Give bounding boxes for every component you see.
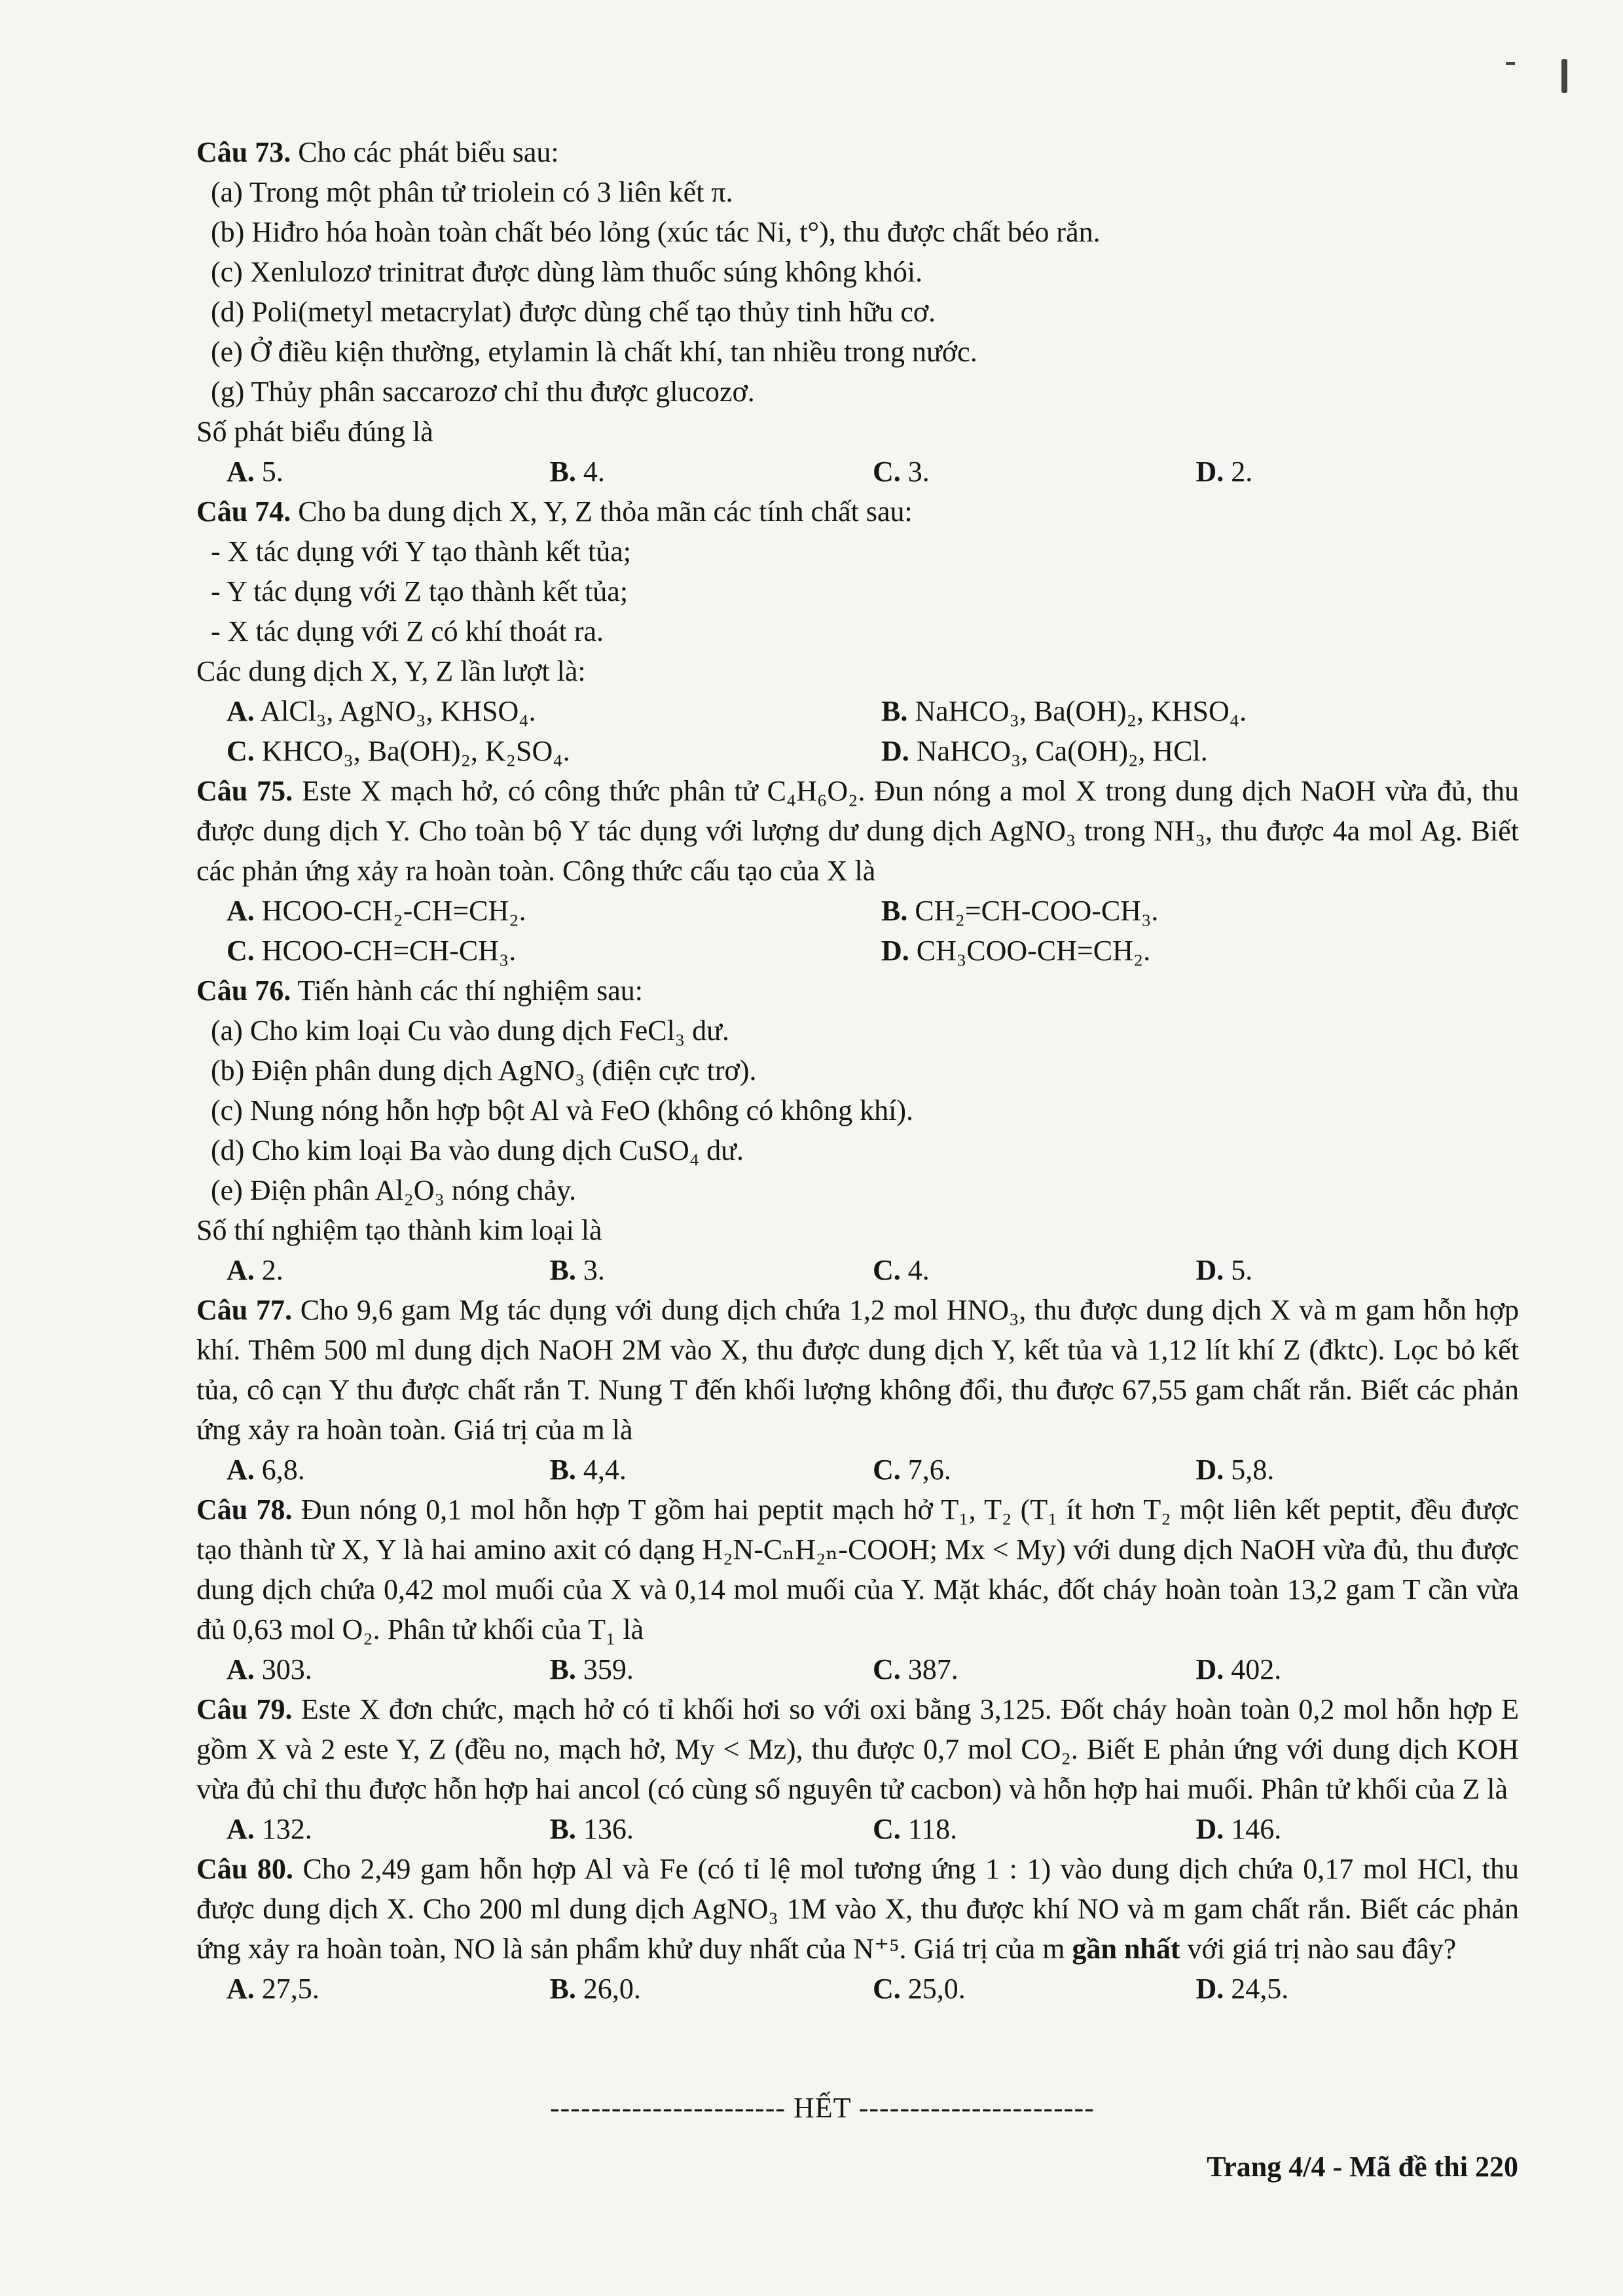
option-text: 5. bbox=[1231, 1254, 1253, 1286]
statement: (c) Xenlulozơ trinitrat được dùng làm thuốc súng không khói. bbox=[211, 256, 923, 288]
option-c[interactable] bbox=[227, 931, 881, 971]
option-text: HCOO-CH₂-CH=CH₂. bbox=[261, 895, 526, 927]
option-c[interactable] bbox=[873, 452, 1196, 492]
option-text: 24,5. bbox=[1231, 1973, 1289, 2005]
option-label: D. bbox=[881, 735, 909, 767]
option-text: CH₂=CH-COO-CH₃. bbox=[915, 895, 1159, 927]
option-label: A. bbox=[227, 895, 255, 927]
statement: (e) Điện phân Al₂O₃ nóng chảy. bbox=[211, 1174, 577, 1206]
option-text: 3. bbox=[583, 1254, 605, 1286]
statement: (b) Điện phân dung dịch AgNO₃ (điện cực trơ). bbox=[211, 1054, 757, 1086]
option-label: A. bbox=[227, 1973, 255, 2005]
option-a[interactable] bbox=[227, 452, 550, 492]
option-text: 25,0. bbox=[907, 1973, 966, 2005]
option-text: 27,5. bbox=[261, 1973, 319, 2005]
question-stem: Cho ba dung dịch X, Y, Z thỏa mãn các tính chất sau: bbox=[298, 495, 913, 528]
statement: - X tác dụng với Z có khí thoát ra. bbox=[211, 615, 604, 647]
option-c[interactable] bbox=[873, 1450, 1196, 1490]
option-c[interactable] bbox=[873, 1809, 1196, 1849]
option-c[interactable] bbox=[227, 731, 881, 771]
question-stem-tail: với giá trị nào sau đây? bbox=[1187, 1933, 1457, 1965]
question-stem: Este X mạch hở, có công thức phân tử C₄H₆O₂. Đun nóng a mol X trong dung dịch NaOH vừa đủ, thu được dung dịch Y. Cho toàn bộ Y tác dụng với lượng dư dung dịch AgNO₃ trong NH₃, thu được 4a mol Ag. Biết các phản ứng xảy ra hoàn toàn. Công thức cấu tạo của X là bbox=[196, 775, 1520, 887]
option-label: A. bbox=[227, 1813, 255, 1845]
option-text: 2. bbox=[261, 1254, 283, 1286]
option-text: CH₃COO-CH=CH₂. bbox=[916, 935, 1151, 967]
option-text: 5. bbox=[261, 456, 283, 488]
option-text: 5,8. bbox=[1231, 1454, 1275, 1486]
option-a[interactable] bbox=[227, 1649, 550, 1689]
question-heading bbox=[196, 132, 1519, 172]
option-text: 4. bbox=[583, 456, 605, 488]
option-a[interactable] bbox=[227, 691, 881, 731]
option-label: C. bbox=[873, 1653, 901, 1685]
page-number: Trang 4/4 - Mã đề thi 220 bbox=[1207, 2151, 1518, 2183]
answer-options bbox=[196, 1450, 1519, 1490]
question-heading bbox=[196, 1290, 1519, 1450]
option-text: 3. bbox=[907, 456, 930, 488]
option-label: D. bbox=[881, 935, 909, 967]
option-c[interactable] bbox=[873, 1649, 1196, 1689]
option-label: B. bbox=[549, 1653, 576, 1685]
option-a[interactable] bbox=[227, 1250, 550, 1290]
option-label: A. bbox=[227, 1653, 255, 1685]
option-text: 132. bbox=[261, 1813, 312, 1845]
question-80 bbox=[196, 1849, 1519, 2009]
answer-options bbox=[196, 891, 1519, 931]
question-number: Câu 80. bbox=[196, 1853, 293, 1885]
option-a[interactable] bbox=[227, 1969, 550, 2009]
option-d[interactable] bbox=[1196, 1809, 1520, 1849]
option-b[interactable] bbox=[550, 1969, 873, 2009]
option-label: C. bbox=[873, 1813, 901, 1845]
option-label: B. bbox=[549, 1254, 576, 1286]
question-stem: Cho các phát biểu sau: bbox=[298, 136, 559, 168]
option-c[interactable] bbox=[873, 1250, 1196, 1290]
option-a[interactable] bbox=[227, 1809, 550, 1849]
option-label: D. bbox=[1195, 1973, 1224, 2005]
option-b[interactable] bbox=[881, 891, 1158, 931]
option-text: 7,6. bbox=[907, 1454, 951, 1486]
option-b[interactable] bbox=[550, 1450, 873, 1490]
question-emphasis: gần nhất bbox=[1072, 1933, 1180, 1965]
option-label: C. bbox=[873, 456, 901, 488]
question-stem: Tiến hành các thí nghiệm sau: bbox=[297, 975, 643, 1007]
answer-options bbox=[196, 452, 1519, 492]
question-ask: Số phát biểu đúng là bbox=[196, 416, 433, 448]
option-c[interactable] bbox=[873, 1969, 1196, 2009]
question-number: Câu 75. bbox=[196, 775, 293, 807]
answer-options bbox=[196, 931, 1519, 971]
answer-options bbox=[196, 1250, 1519, 1290]
statement: (d) Poli(metyl metacrylat) được dùng chế tạo thủy tinh hữu cơ. bbox=[211, 296, 936, 328]
answer-options bbox=[196, 1649, 1519, 1689]
option-b[interactable] bbox=[881, 691, 1247, 731]
option-label: C. bbox=[227, 735, 255, 767]
option-d[interactable] bbox=[1196, 1450, 1520, 1490]
question-number: Câu 77. bbox=[196, 1294, 292, 1326]
question-74 bbox=[196, 492, 1519, 771]
option-text: KHCO₃, Ba(OH)₂, K₂SO₄. bbox=[261, 735, 570, 767]
question-heading bbox=[196, 971, 1519, 1011]
option-d[interactable] bbox=[881, 931, 1150, 971]
option-label: D. bbox=[1195, 1813, 1224, 1845]
option-label: C. bbox=[873, 1254, 901, 1286]
question-75 bbox=[196, 771, 1519, 971]
question-heading bbox=[196, 1849, 1519, 1969]
option-label: D. bbox=[1195, 456, 1224, 488]
scan-mark bbox=[1506, 62, 1515, 65]
option-b[interactable] bbox=[550, 1250, 873, 1290]
option-text: 6,8. bbox=[261, 1454, 305, 1486]
option-label: C. bbox=[227, 935, 255, 967]
question-stem: Este X đơn chức, mạch hở có tỉ khối hơi so với oxi bằng 3,125. Đốt cháy hoàn toàn 0,2 mol hỗn hợp E gồm X và 2 este Y, Z (đều no, mạch hở, My < Mz), thu được 0,7 mol CO₂. Biết E phản ứng với dung dịch KOH vừa đủ chỉ thu được hỗn hợp hai ancol (có cùng số nguyên tử cacbon) và hỗn hợp hai muối. Phân tử khối của Z là bbox=[196, 1693, 1520, 1805]
option-text: NaHCO₃, Ca(OH)₂, HCl. bbox=[916, 735, 1208, 767]
question-ask: Số thí nghiệm tạo thành kim loại là bbox=[196, 1214, 602, 1246]
answer-options bbox=[196, 731, 1519, 771]
option-text: HCOO-CH=CH-CH₃. bbox=[261, 935, 517, 967]
scan-mark bbox=[1561, 59, 1567, 93]
question-heading bbox=[196, 771, 1519, 891]
option-label: B. bbox=[549, 1454, 576, 1486]
statement: (a) Trong một phân tử triolein có 3 liên kết π. bbox=[211, 176, 733, 208]
option-label: B. bbox=[549, 1973, 576, 2005]
option-text: 136. bbox=[583, 1813, 634, 1845]
exam-page bbox=[196, 132, 1519, 2009]
question-stem: Cho 2,49 gam hỗn hợp Al và Fe (có tỉ lệ mol tương ứng 1 : 1) vào dung dịch chứa 0,17 mol HCl, thu được dung dịch X. Cho 200 ml dung dịch AgNO₃ 1M vào X, thu được khí NO và m gam chất rắn. Biết các phản ứng xảy ra hoàn toàn, NO là sản phẩm khử duy nhất của N⁺⁵. Giá trị của m bbox=[196, 1853, 1520, 1965]
option-b[interactable] bbox=[550, 1649, 873, 1689]
option-d[interactable] bbox=[1196, 1649, 1520, 1689]
question-ask: Các dung dịch X, Y, Z lần lượt là: bbox=[196, 655, 586, 687]
option-label: B. bbox=[549, 1813, 576, 1845]
option-label: D. bbox=[1195, 1254, 1224, 1286]
statement: (c) Nung nóng hỗn hợp bột Al và FeO (không có không khí). bbox=[211, 1094, 914, 1126]
question-number: Câu 73. bbox=[196, 136, 291, 168]
question-number: Câu 78. bbox=[196, 1494, 293, 1526]
option-text: 359. bbox=[583, 1653, 634, 1685]
question-number: Câu 76. bbox=[196, 975, 291, 1007]
question-stem: Cho 9,6 gam Mg tác dụng với dung dịch chứa 1,2 mol HNO₃, thu được dung dịch X và m gam hỗn hợp khí. Thêm 500 ml dung dịch NaOH 2M vào X, thu được dung dịch Y, kết tủa và 1,12 lít khí Z (đktc). Lọc bỏ kết tủa, cô cạn Y thu được chất rắn T. Nung T đến khối lượng không đổi, thu được 67,55 gam chất rắn. Biết các phản ứng xảy ra hoàn toàn. Giá trị của m là bbox=[196, 1294, 1520, 1446]
answer-options bbox=[196, 1809, 1519, 1849]
option-label: D. bbox=[1195, 1653, 1224, 1685]
option-text: 2. bbox=[1231, 456, 1253, 488]
question-stem: Đun nóng 0,1 mol hỗn hợp T gồm hai peptit mạch hở T₁, T₂ (T₁ ít hơn T₂ một liên kết peptit, đều được tạo thành từ X, Y là hai amino axit có dạng H₂N-CₙH₂ₙ-COOH; Mx < My) với dung dịch NaOH vừa đủ, thu được dung dịch chứa 0,42 mol muối của X và 0,14 mol muối của Y. Mặt khác, đốt cháy hoàn toàn 13,2 gam T cần vừa đủ 0,63 mol O₂. Phân tử khối của T₁ là bbox=[196, 1494, 1520, 1645]
option-text: NaHCO₃, Ba(OH)₂, KHSO₄. bbox=[915, 695, 1247, 727]
option-label: A. bbox=[227, 695, 255, 727]
end-marker: ----------------------- HẾT ----------------------- bbox=[550, 2092, 1095, 2124]
option-text: 26,0. bbox=[583, 1973, 641, 2005]
option-text: 303. bbox=[261, 1653, 312, 1685]
option-label: B. bbox=[881, 895, 908, 927]
statement: (a) Cho kim loại Cu vào dung dịch FeCl₃ dư. bbox=[211, 1014, 729, 1047]
question-73 bbox=[196, 132, 1519, 492]
option-text: 118. bbox=[907, 1813, 958, 1845]
option-d[interactable] bbox=[1196, 452, 1520, 492]
question-78 bbox=[196, 1490, 1519, 1689]
option-d[interactable] bbox=[1196, 1250, 1520, 1290]
question-number: Câu 74. bbox=[196, 495, 291, 528]
statement: (d) Cho kim loại Ba vào dung dịch CuSO₄ dư. bbox=[211, 1134, 744, 1166]
question-number: Câu 79. bbox=[196, 1693, 293, 1725]
option-label: B. bbox=[549, 456, 576, 488]
option-text: AlCl₃, AgNO₃, KHSO₄. bbox=[260, 695, 536, 727]
statement: - X tác dụng với Y tạo thành kết tủa; bbox=[211, 535, 631, 567]
option-label: B. bbox=[881, 695, 908, 727]
option-b[interactable] bbox=[550, 452, 873, 492]
option-text: 402. bbox=[1231, 1653, 1282, 1685]
statement: (e) Ở điều kiện thường, etylamin là chất khí, tan nhiều trong nước. bbox=[211, 336, 977, 368]
question-heading bbox=[196, 1689, 1519, 1809]
option-label: A. bbox=[227, 1254, 255, 1286]
option-label: C. bbox=[873, 1973, 901, 2005]
option-d[interactable] bbox=[881, 731, 1208, 771]
statement: - Y tác dụng với Z tạo thành kết tủa; bbox=[211, 575, 629, 607]
option-a[interactable] bbox=[227, 891, 881, 931]
answer-options bbox=[196, 691, 1519, 731]
question-heading bbox=[196, 1490, 1519, 1649]
option-label: D. bbox=[1195, 1454, 1224, 1486]
option-text: 4. bbox=[907, 1254, 930, 1286]
option-label: A. bbox=[227, 1454, 255, 1486]
question-heading bbox=[196, 492, 1519, 531]
question-76 bbox=[196, 971, 1519, 1290]
question-77 bbox=[196, 1290, 1519, 1490]
option-text: 146. bbox=[1231, 1813, 1282, 1845]
question-79 bbox=[196, 1689, 1519, 1849]
option-a[interactable] bbox=[227, 1450, 550, 1490]
option-label: C. bbox=[873, 1454, 901, 1486]
option-text: 387. bbox=[907, 1653, 958, 1685]
option-text: 4,4. bbox=[583, 1454, 627, 1486]
statement: (b) Hiđro hóa hoàn toàn chất béo lỏng (xúc tác Ni, t°), thu được chất béo rắn. bbox=[211, 216, 1101, 248]
option-d[interactable] bbox=[1196, 1969, 1520, 2009]
answer-options bbox=[196, 1969, 1519, 2009]
option-b[interactable] bbox=[550, 1809, 873, 1849]
option-label: A. bbox=[227, 456, 255, 488]
statement: (g) Thủy phân saccarozơ chỉ thu được glucozơ. bbox=[211, 376, 755, 408]
